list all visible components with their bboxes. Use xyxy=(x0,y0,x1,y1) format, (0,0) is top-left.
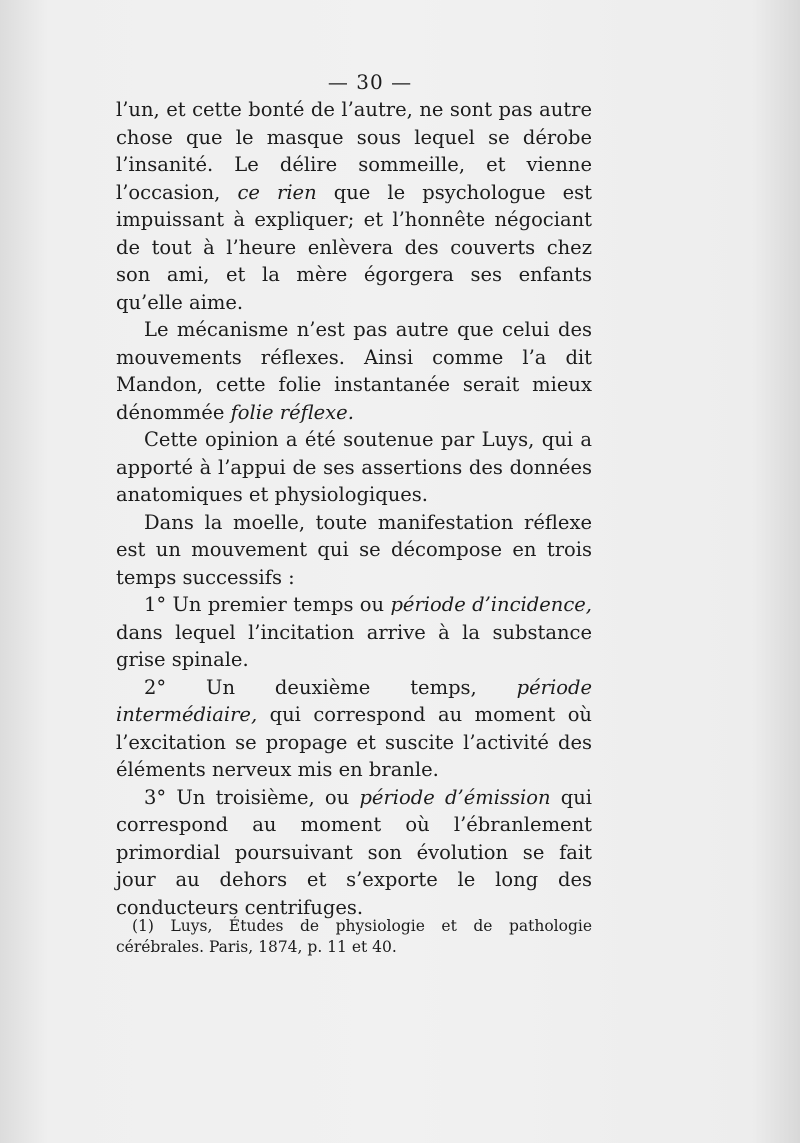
paragraph xyxy=(116,96,592,316)
italic-text: période intermédiaire, xyxy=(116,675,592,726)
footnote-text: (1) Luys, Études de physiologie et de pathologie cérébrales. Paris, 1874, p. 11 et 40. xyxy=(116,917,592,956)
text-segment: 1° Un premier temps ou xyxy=(144,593,391,616)
text-segment: dans lequel l’incitation arrive à la substance grise spinale. xyxy=(116,620,592,671)
page-number: — 30 — xyxy=(327,70,413,94)
body-text xyxy=(116,96,592,921)
paragraph xyxy=(116,784,592,922)
text-segment: Cette opinion a été soutenue par Luys, qui a apporté à l’appui de ses assertions des données anatomiques et physiologiques. xyxy=(116,428,592,506)
text-segment: 3° Un troisième, ou xyxy=(144,785,360,809)
text-segment: l’un, et cette bonté de l’autre, ne sont pas autre chose que le masque sous lequel se dérobe l’insanité. Le délire sommeille, et vienne l’occasion, xyxy=(116,98,592,204)
paragraph xyxy=(116,426,592,509)
paragraph xyxy=(116,509,592,592)
paragraph xyxy=(116,674,592,784)
footnote xyxy=(116,916,592,958)
italic-text: période d’émission xyxy=(359,785,551,809)
text-segment: Dans la moelle, toute manifestation réflexe est un mouvement qui se décompose en trois temps successifs : xyxy=(116,510,592,589)
text-segment: que le psychologue est impuissant à expliquer; et l’honnête négociant de tout à l’heure enlèvera des couverts chez son ami, et la mère égorgera ses enfants qu’elle aime. xyxy=(116,180,592,314)
italic-text: folie réflexe. xyxy=(230,400,354,424)
text-segment: Le mécanisme n’est pas autre que celui des mouvements réflexes. Ainsi comme l’a dit Mandon, cette folie instantanée serait mieux dénommée xyxy=(116,318,592,424)
italic-text: période d’incidence, xyxy=(390,593,592,616)
paragraph xyxy=(116,316,592,426)
paragraph xyxy=(116,591,592,674)
text-segment: qui correspond au moment où l’excitation se propage et suscite l’activité des éléments nerveux mis en branle. xyxy=(116,703,592,781)
text-segment: qui correspond au moment où l’ébranlement primordial poursuivant son évolution se fait jour au dehors et s’exporte le long des conducteurs centrifuges. xyxy=(116,785,593,919)
italic-text: ce rien xyxy=(237,180,317,204)
text-segment: 2° Un deuxième temps, xyxy=(144,675,517,699)
